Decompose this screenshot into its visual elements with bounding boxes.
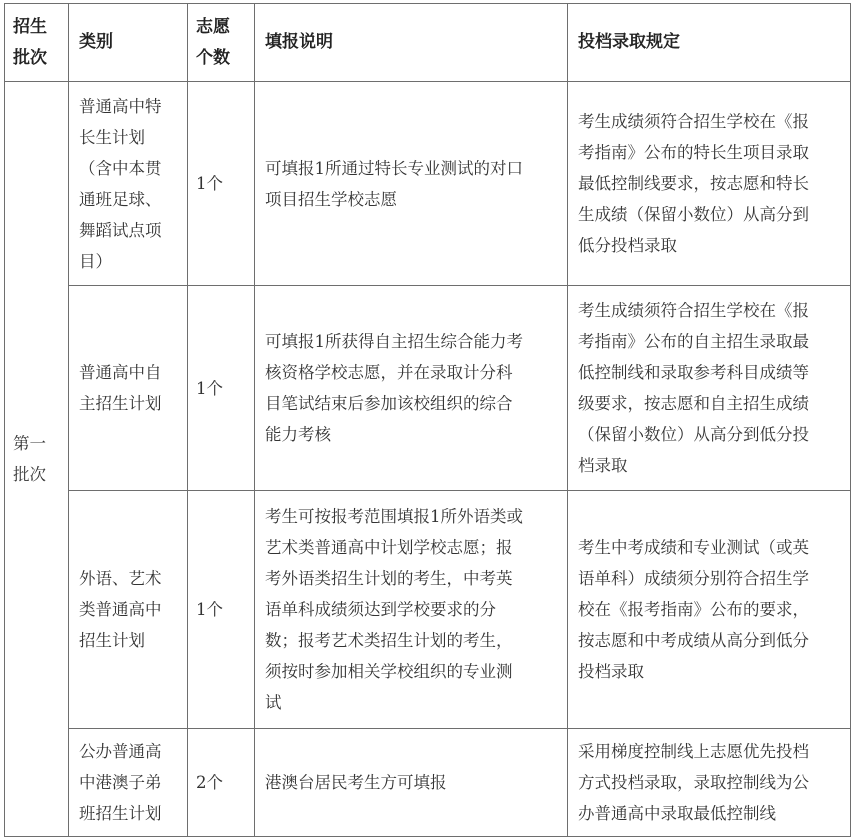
instruction-cell: 可填报1所获得自主招生综合能力考 核资格学校志愿，并在录取计分科 目笔试结束后参加该校组织的综合 能力考核	[255, 286, 568, 491]
header-rule: 投档录取规定	[568, 4, 851, 82]
table-row	[5, 729, 851, 837]
rule-cell: 考生成绩须符合招生学校在《报 考指南》公布的自主招生录取最 低控制线和录取参考科目成绩等 级要求，按志愿和自主招生成绩 （保留小数位）从高分到低分投 档录取	[568, 286, 851, 491]
count-cell: 1个	[188, 82, 255, 286]
header-category: 类别	[69, 4, 188, 82]
header-count: 志愿 个数	[188, 4, 255, 82]
header-batch: 招生 批次	[5, 4, 69, 82]
count-cell: 2个	[188, 729, 255, 837]
instruction-cell: 可填报1所通过特长专业测试的对口 项目招生学校志愿	[255, 82, 568, 286]
header-row	[5, 4, 851, 82]
rule-cell: 考生中考成绩和专业测试（或英 语单科）成绩须分别符合招生学 校在《报考指南》公布的要求， 按志愿和中考成绩从高分到低分 投档录取	[568, 491, 851, 729]
category-cell: 外语、艺术 类普通高中 招生计划	[69, 491, 188, 729]
instruction-cell: 港澳台居民考生方可填报	[255, 729, 568, 837]
count-cell: 1个	[188, 491, 255, 729]
count-cell: 1个	[188, 286, 255, 491]
header-instruction: 填报说明	[255, 4, 568, 82]
rule-cell: 考生成绩须符合招生学校在《报 考指南》公布的特长生项目录取 最低控制线要求，按志愿和特长 生成绩（保留小数位）从高分到 低分投档录取	[568, 82, 851, 286]
instruction-cell: 考生可按报考范围填报1所外语类或 艺术类普通高中计划学校志愿；报 考外语类招生计划的考生，中考英 语单科成绩须达到学校要求的分 数；报考艺术类招生计划的考生， 须按时参加相关学校组织的专业测 试	[255, 491, 568, 729]
category-cell: 普通高中特 长生计划 （含中本贯 通班足球、 舞蹈试点项 目）	[69, 82, 188, 286]
category-cell: 公办普通高 中港澳子弟 班招生计划	[69, 729, 188, 837]
admission-table	[4, 3, 851, 837]
batch-cell: 第一 批次	[5, 82, 69, 837]
table-row	[5, 491, 851, 729]
rule-cell: 采用梯度控制线上志愿优先投档 方式投档录取，录取控制线为公 办普通高中录取最低控制线	[568, 729, 851, 837]
category-cell: 普通高中自 主招生计划	[69, 286, 188, 491]
table-row	[5, 286, 851, 491]
table-row	[5, 82, 851, 286]
